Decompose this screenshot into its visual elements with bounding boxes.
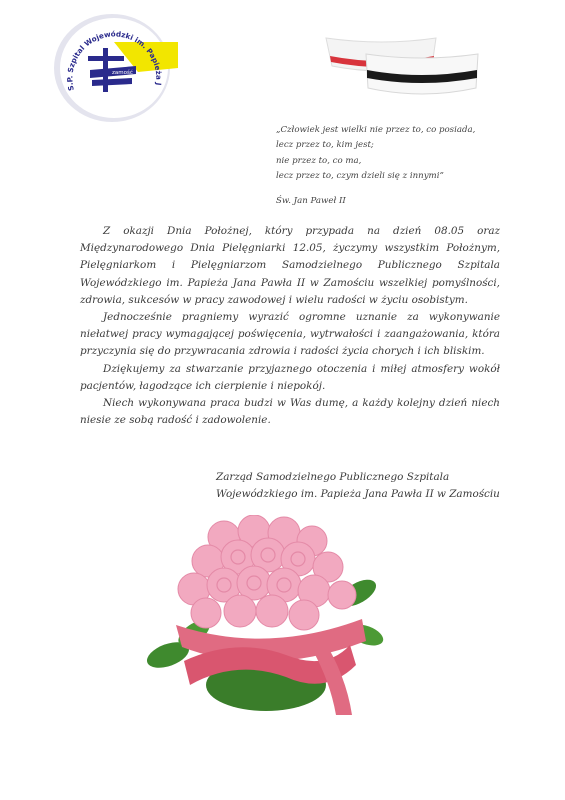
body-paragraph: Niech wykonywana praca budzi w Was dumę, a każdy kolejny dzień niech niesie ze sobą radość i zadowolenie. (80, 397, 500, 427)
quote-author: Św. Jan Paweł II (276, 196, 346, 206)
body-paragraph: Dziękujemy za stwarzanie przyjaznego otoczenia i miłej atmosfery wokół pacjentów, łagodzące ich cierpienie i niepokój. (80, 362, 500, 392)
quote-block (276, 123, 536, 185)
rose-bouquet-icon (146, 515, 386, 715)
logo-emblem-icon (52, 12, 178, 124)
hospital-logo (52, 12, 178, 124)
signature-line-1: Zarząd Samodzielnego Publicznego Szpitala (216, 471, 450, 483)
nurse-caps-image (322, 32, 480, 102)
quote-line: „Człowiek jest wielki nie przez to, co posiada, (276, 125, 476, 135)
signature-line-2: Wojewódzkiego im. Papieża Jana Pawła II w Zamościu (216, 488, 500, 501)
quote-line: nie przez to, co ma, (276, 155, 362, 166)
logo-center-label: zamość (112, 70, 133, 76)
body-paragraph: Z okazji Dnia Położnej, który przypada na dzień 08.05 oraz Międzynarodowego Dnia Pielęgniarki 12.05, życzymy wszystkim Położnym, Pielęgniarkom i Pielęgniarzom Samodzielnego Publicznego Szpitala Wojewódzkiego im. Papieża Jana Pawła II w Zamościu wszelkiej pomyślności, zdrowia, sukcesów w pracy zawodowej i wielu radości w życiu osobistym. (80, 225, 500, 306)
signature-block (216, 469, 516, 504)
logo-ring-text: S.P. Szpital Wojewódzki im. Papieża J (65, 29, 164, 92)
quote-line: lecz przez to, czym dzieli się z innymi” (276, 171, 444, 182)
greeting-body (80, 223, 500, 429)
nurse-cap-icon (322, 32, 480, 102)
quote-line: lecz przez to, kim jest; (276, 140, 374, 151)
rose-bouquet-image (146, 515, 386, 715)
body-paragraph: Jednocześnie pragniemy wyrazić ogromne uznanie za wykonywanie niełatwej pracy wymagającej poświęcenia, wytrwałości i zaangażowania, która przyczynia się do przywracania zdrowia i radości życia chorych i ich bliskim. (80, 311, 500, 358)
